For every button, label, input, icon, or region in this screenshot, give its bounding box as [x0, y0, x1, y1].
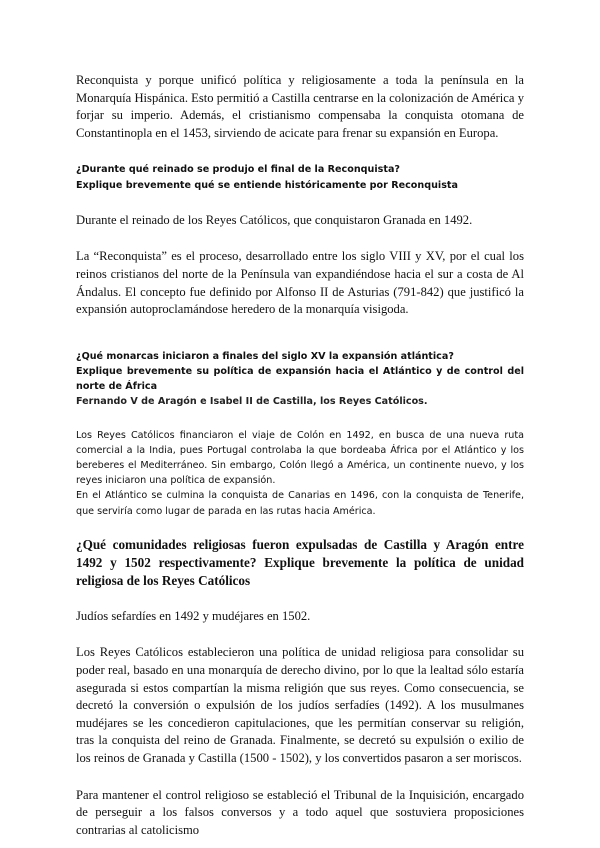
question-2-line-1: ¿Qué monarcas iniciaron a finales del siglo XV la expansión atlántica? — [76, 350, 454, 362]
answer-3-paragraph-2: Para mantener el control religioso se estableció el Tribunal de la Inquisición, encargado de perseguir a los falsos conversos y a todo aquel que sostuviera proposiciones contrarias al catolicismo — [76, 787, 524, 837]
answer-2-paragraph-1: Los Reyes Católicos financiaron el viaje de Colón en 1492, en busca de una nueva ruta comercial a la India, pues Portugal controlaba la que bordeaba África por el Atlántico y los bereberes el Mediterráneo. Sin embargo, Colón llegó a América, un continente nuevo, y los reyes iniciaron una política de expansión. — [76, 429, 524, 487]
answer-1-long: La “Reconquista” es el proceso, desarrollado entre los siglo VIII y XV, por el cual los reinos cristianos del norte de la Península van expandiéndose hacia el sur a costa de Al Ándalus. El concepto fue definido por Alfonso II de Asturias (791-842) que justificó la expansión autoproclamándose heredero de la monarquía visigoda. — [76, 249, 524, 317]
question-1-line-2: Explique brevemente qué se entiende históricamente por Reconquista — [76, 179, 458, 191]
answer-2-paragraph-2: En el Atlántico se culmina la conquista de Canarias en 1496, con la conquista de Tenerife, que serviría como lugar de parada en las rutas hacia América. — [76, 490, 524, 517]
answer-1-short: Durante el reinado de los Reyes Católicos, que conquistaron Granada en 1492. — [76, 212, 473, 227]
question-1-line-1: ¿Durante qué reinado se produjo el final de la Reconquista? — [76, 164, 400, 176]
paragraph-intro: Reconquista y porque unificó política y religiosamente a toda la península en la Monarquía Hispánica. Esto permitió a Castilla centrarse en la colonización de América y forjar su imperio. Además, el cristianismo compensaba la conquista otomana de Constantinopla en el 1453, sirviendo de acicate para frenar su expansión en Europa. — [76, 73, 524, 140]
answer-3-short: Judíos sefardíes en 1492 y mudéjares en 1502. — [76, 608, 311, 623]
answer-3-paragraph-1: Los Reyes Católicos establecieron una política de unidad religiosa para consolidar su poder real, basado en una monarquía de derecho divino, por lo que la lealtad sólo estaría asegurada si estos compartían la misma religión que sus reyes. Como consecuencia, se decretó la conversión o expulsión de los judíos serfadíes (1492). A los musulmanes mudéjares se les concedieron capitulaciones, que les permitían conservar su religión, tras la conquista del reino de Granada. Finalmente, se decretó su expulsión o exilio de los reinos de Granada y Castilla (1500 - 1502), y los convertidos pasaron a ser moriscos. — [76, 645, 524, 765]
question-3: ¿Qué comunidades religiosas fueron expulsadas de Castilla y Aragón entre 1492 y 1502 respectivamente? Explique brevemente la política de unidad religiosa de los Reyes Católicos — [76, 536, 524, 588]
answer-2-short: Fernando V de Aragón e Isabel II de Castilla, los Reyes Católicos. — [76, 396, 428, 408]
question-2-line-2: Explique brevemente su política de expansión hacia el Atlántico y de control del norte de África — [76, 365, 524, 393]
